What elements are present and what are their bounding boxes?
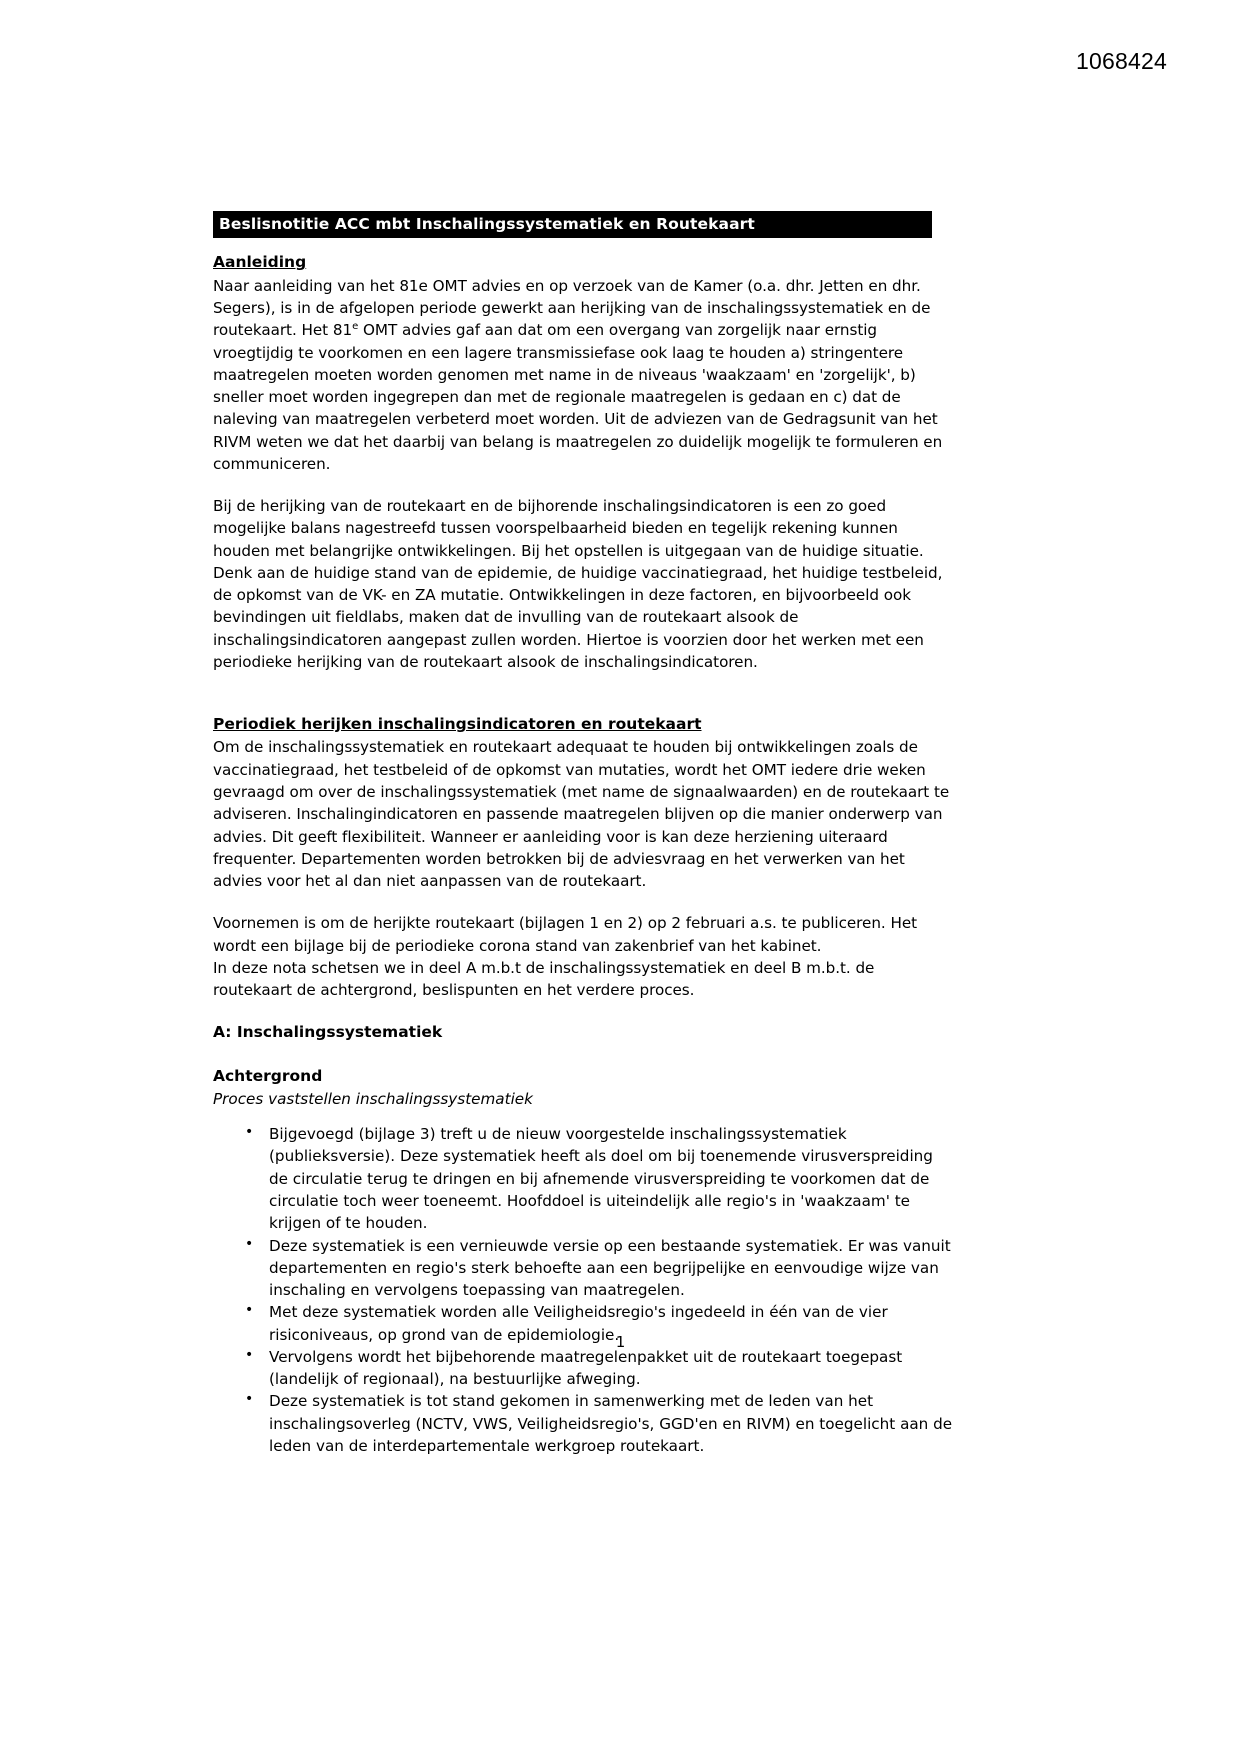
spacer — [213, 1001, 953, 1021]
paragraph-periodiek-1: Om de inschalingssystematiek en routekaart adequaat te houden bij ontwikkelingen zoals de vaccinatiegraad, het testbeleid of de opkomst van mutaties, wordt het OMT iedere drie weken gevraagd om over de inschalingssystematiek (met name de signaalwaarden) en de routekaart te adviseren. Inschalingindicatoren en passende maatregelen blijven op die manier onderwerp van advies. Dit geeft flexibiliteit. Wanneer er aanleiding voor is kan deze herziening uiteraard frequenter. Departementen worden betrokken bij de adviesvraag en het verwerken van het advies voor het al dan niet aanpassen van de routekaart. — [213, 738, 950, 891]
paragraph-aanleiding-1-superscript: e — [352, 321, 359, 333]
spacer — [213, 1110, 953, 1123]
spacer — [213, 892, 953, 912]
heading-deel-a: A: Inschalingssystematiek — [213, 1023, 443, 1042]
list-item: • Met deze systematiek worden alle Veiligheidsregio's ingedeeld in één van de vier risiconiveaus, op grond van de epidemiologie. — [269, 1301, 953, 1346]
list-item: • Deze systematiek is een vernieuwde versie op een bestaande systematiek. Er was vanuit departementen en regio's sterk behoefte aan een begrijpelijke en eenvoudige wijze van inschaling en vervolgens toepassing van maatregelen. — [269, 1235, 953, 1302]
spacer — [213, 1045, 953, 1065]
document-title-bar: Beslisnotitie ACC mbt Inschalingssystematiek en Routekaart — [213, 211, 932, 238]
list-item: • Deze systematiek is tot stand gekomen in samenwerking met de leden van het inschalingsoverleg (NCTV, VWS, Veiligheidsregio's, GGD'en en RIVM) en toegelicht aan de leden van de interdepartementale werkgroep routekaart. — [269, 1390, 953, 1457]
spacer — [213, 673, 953, 713]
heading-achtergrond: Achtergrond — [213, 1066, 323, 1085]
paragraph-aanleiding-1-part-b: OMT advies gaf aan dat om een overgang van zorgelijk naar ernstig vroegtijdig te voorkomen en een lagere transmissiefase ook laag te houden a) stringentere maatregelen moeten worden genomen met name in de niveaus 'waakzaam' en 'zorgelijk', b) sneller moet worden ingegrepen dan met de regionale maatregelen is gedaan en c) dat de naleving van maatregelen verbeterd moet worden. Uit de adviezen van de Gedragsunit van het RIVM weten we dat het daarbij van belang is maatregelen zo duidelijk mogelijk te formuleren en communiceren. — [213, 321, 943, 473]
spacer — [213, 238, 953, 251]
list-item: • Bijgevoegd (bijlage 3) treft u de nieuw voorgestelde inschalingssystematiek (publieksversie). Deze systematiek heeft als doel om bij toenemende virusverspreiding de circulatie terug te dringen en bij afnemende virusverspreiding te voorkomen dat de circulatie toch weer toeneemt. Hoofddoel is uiteindelijk alle regio's in 'waakzaam' te krijgen of te houden. — [269, 1123, 953, 1234]
paragraph-aanleiding-1 — [213, 275, 953, 475]
heading-aanleiding: Aanleiding — [213, 253, 307, 272]
paragraph-periodiek-2-line-2: In deze nota schetsen we in deel A m.b.t de inschalingssystematiek en deel B m.b.t. de routekaart de achtergrond, beslispunten en het verdere proces. — [213, 958, 875, 1000]
document-number: 1068424 — [1076, 48, 1167, 74]
paragraph-periodiek-2-line-1: Voornemen is om de herijkte routekaart (bijlagen 1 en 2) op 2 februari a.s. te publiceren. Het wordt een bijlage bij de periodieke corona stand van zakenbrief van het kabinet. — [213, 914, 918, 955]
subtitle-proces-vaststellen: Proces vaststellen inschalingssystematiek — [213, 1089, 533, 1108]
paragraph-aanleiding-1-part-a: Naar aanleiding van het 81e OMT advies en op verzoek van de Kamer (o.a. dhr. Jetten en dhr. Segers), is in de afgelopen periode gewerkt aan herijking van de inschalingssystematiek en de routekaart. Het 81 — [213, 276, 931, 340]
page-number: 1 — [615, 1333, 626, 1351]
document-content — [213, 211, 953, 1457]
heading-periodiek-herijken: Periodiek herijken inschalingsindicatoren en routekaart — [213, 715, 702, 734]
spacer — [213, 475, 953, 495]
achtergrond-bullet-list — [213, 1123, 953, 1457]
list-item: • Vervolgens wordt het bijbehorende maatregelenpakket uit de routekaart toegepast (landelijk of regionaal), na bestuurlijke afweging. — [269, 1346, 953, 1391]
paragraph-aanleiding-2: Bij de herijking van de routekaart en de bijhorende inschalingsindicatoren is een zo goed mogelijke balans nagestreefd tussen voorspelbaarheid bieden en tegelijk rekening kunnen houden met belangrijke ontwikkelingen. Bij het opstellen is uitgegaan van de huidige situatie. Denk aan de huidige stand van de epidemie, de huidige vaccinatiegraad, het huidige testbeleid, de opkomst van de VK- en ZA mutatie. Ontwikkelingen in deze factoren, en bijvoorbeeld ook bevindingen uit fieldlabs, maken dat de invulling van de routekaart alsook de inschalingsindicatoren aangepast zullen worden. Hiertoe is voorzien door het werken met een periodieke herijking van de routekaart alsook de inschalingsindicatoren. — [213, 497, 943, 671]
